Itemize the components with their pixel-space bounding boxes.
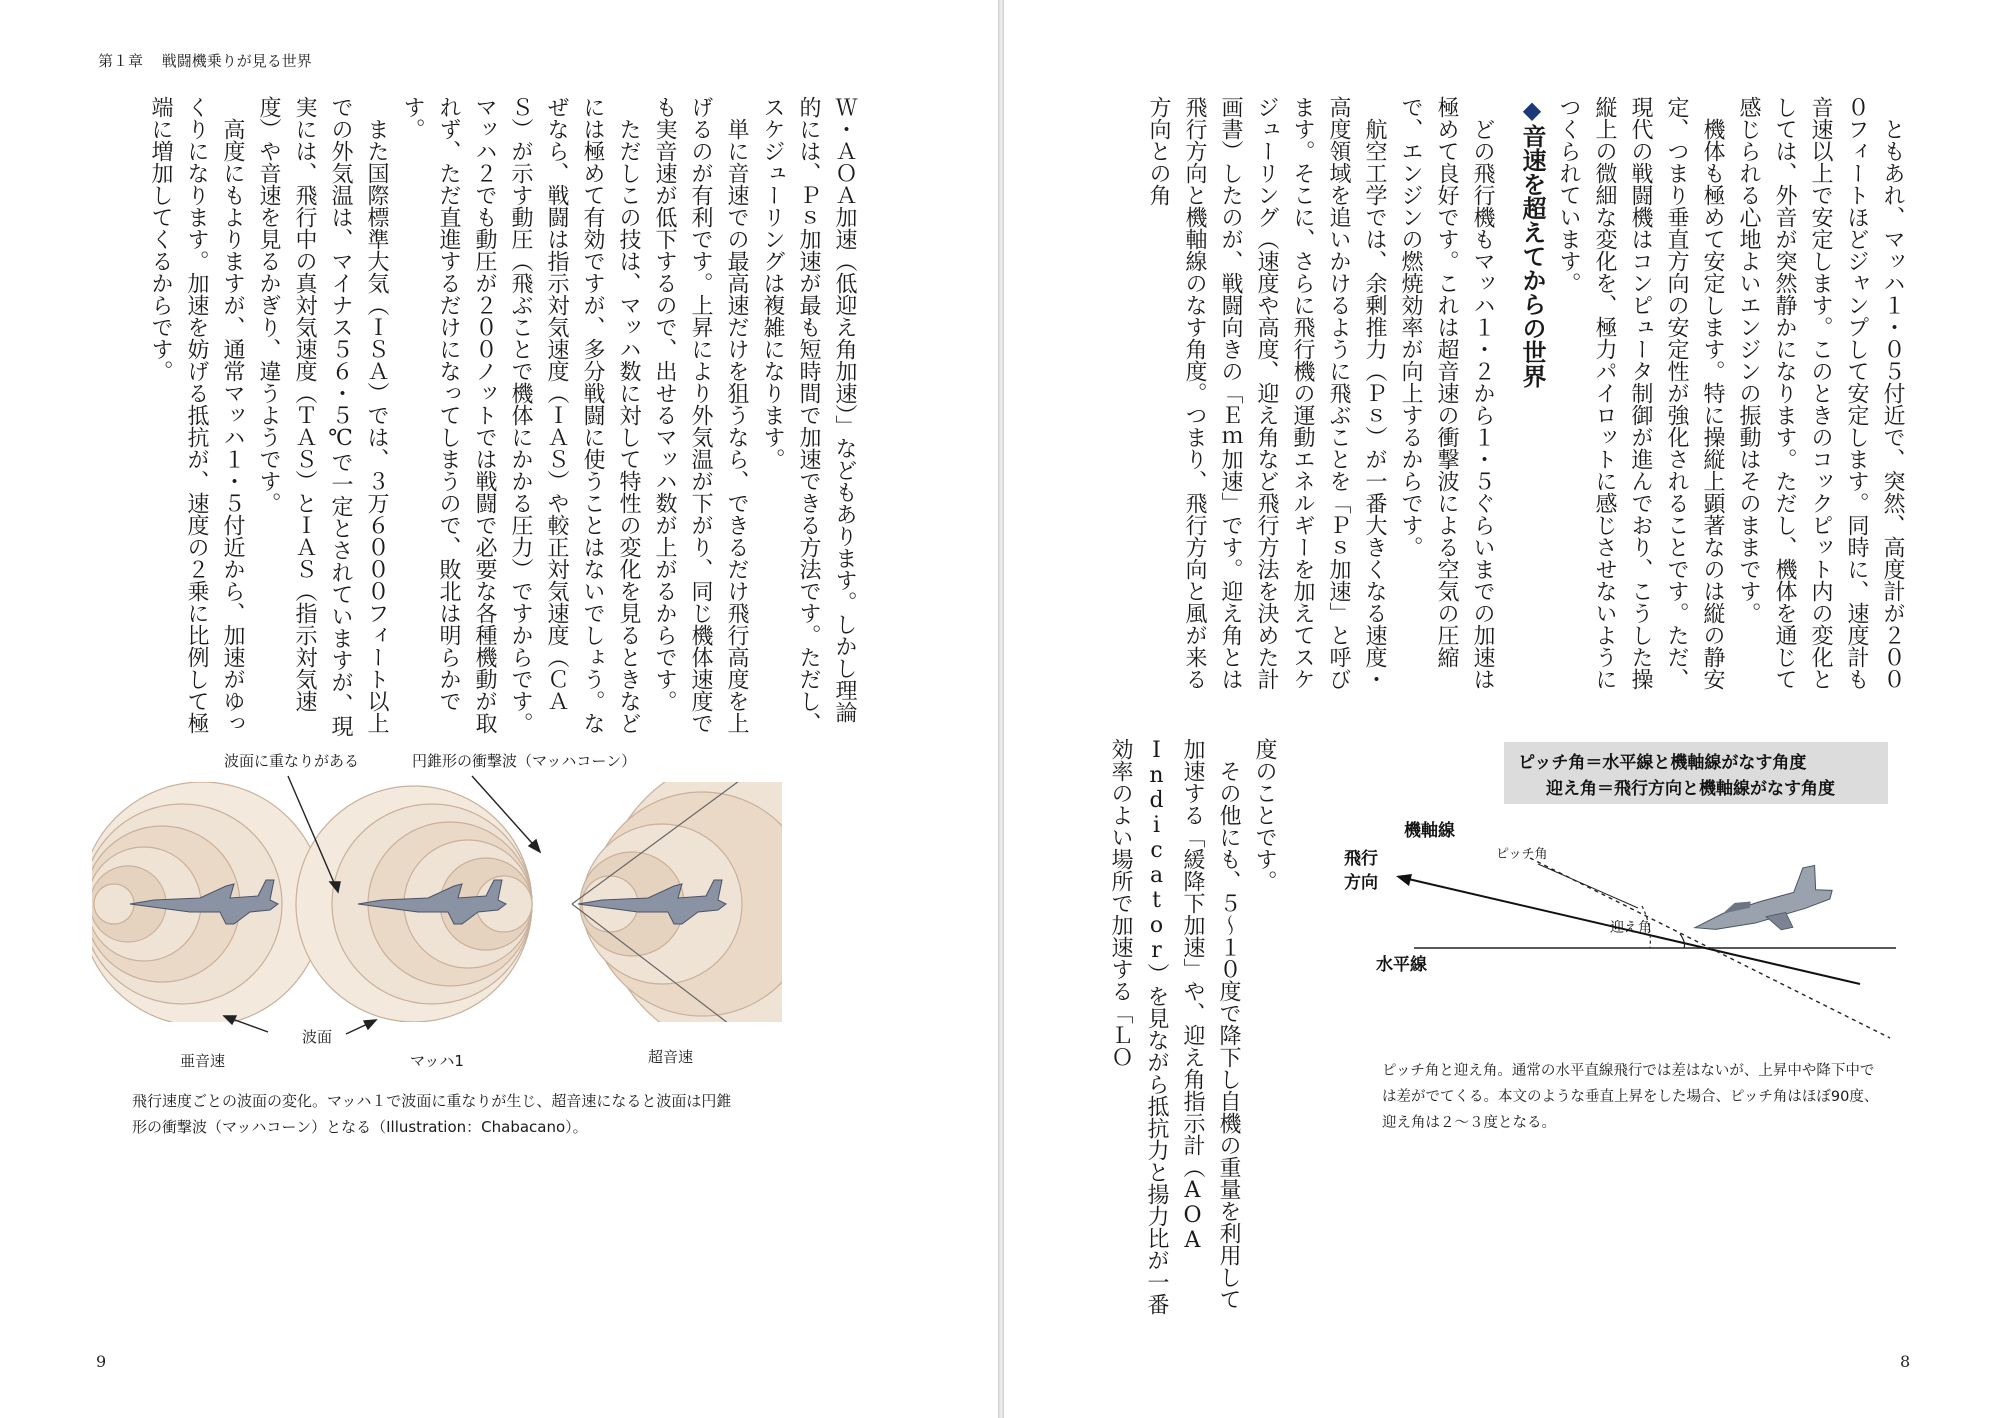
aoa-arc [1680, 934, 1685, 948]
label-flight-direction-2: 方向 [1344, 873, 1378, 893]
label-horizon: 水平線 [1376, 955, 1427, 975]
label-wavefront: 波面 [302, 1028, 333, 1046]
body-paragraph: 機体も極めて安定します。特に操縦上顕著なのは縦の静安定、つまり垂直方向の安定性が強化されることです。ただ、現代の戦闘機はコンピュータ制御が進んでおり、こうした操縦上の微細な変化を、極力パイロットに感じさせないようにつくられています。 [1556, 96, 1725, 690]
label-mach-cone: 円錐形の衝撃波（マッハコーン） [412, 752, 637, 770]
label-subsonic: 亜音速 [180, 1052, 226, 1070]
pitch-figure-caption: ピッチ角と迎え角。通常の水平直線飛行では差はないが、上昇中や降下中では差がでてくる。本文のような垂直上昇をした場合、ピッチ角はほぼ90度、迎え角は２～３度となる。 [1382, 1063, 1879, 1131]
label-axis-line: 機軸線 [1404, 821, 1455, 841]
label-pitch-angle: ピッチ角 [1496, 847, 1548, 862]
mach-figure-caption: 飛行速度ごとの波面の変化。マッハ１で波面に重なりが生じ、超音速になると波面は円錐形の衝撃波（マッハコーン）となる（Illustration：Chabacano）。 [132, 1092, 732, 1136]
jet-side-view [1687, 863, 1838, 947]
body-paragraph: ただしこの技は、マッハ数に対して特性の変化を見るときなどには極めて有効ですが、多分戦闘に使うことはないでしょう。なぜなら、戦闘は指示対気速度（ＩＡＳ）や較正対気速度（ＣＡＳ）が示す動圧（飛ぶことで機体にかかる圧力）ですからです。マッハ２でも動圧が２００ノットでは戦闘で必要な各種機動が取れず、ただ直進するだけになってしまうので、敗北は明らかです。 [400, 96, 641, 734]
pitch-aoa-figure [1320, 738, 1900, 1058]
label-supersonic: 超音速 [648, 1048, 694, 1066]
flight-direction-arrowhead [1396, 874, 1412, 886]
label-flight-direction-1: 飛行 [1344, 849, 1378, 869]
body-paragraph: 単に音速での最高速だけを狙うなら、できるだけ飛行高度を上げるのが有利です。上昇により外気温が下がり、同じ機体速度でも実音速が低下するので、出せるマッハ数が上がるからです。 [652, 96, 749, 734]
body-paragraph: 高度にもよりますが、通常マッハ１・５付近から、加速がゆっくりになります。加速を妨げる抵抗が、速度の２乗に比例して極端に増加してくるからです。 [148, 96, 245, 734]
right-lower-text [1108, 738, 1282, 1328]
pitch-label-leader [1538, 864, 1638, 908]
body-paragraph: 航空工学では、余剰推力（Ｐｓ）が一番大きくなる速度・高度領域を追いかけるように飛ぶことを「Ｐｓ加速」と呼びます。そこに、さらに飛行機の運動エネルギーを加えてスケジューリング（速度や高度、迎え角など飛行方法を決めた計画書）したのが、戦闘向きの「Ｅｍ加速」です。迎え角とは飛行方向と機軸線のなす角度。つまり、飛行方向と風が来る方向との角 [1146, 96, 1387, 690]
chapter-title: 戦闘機乗りが見る世界 [161, 52, 312, 70]
label-mach1: マッハ1 [410, 1052, 464, 1070]
section-heading [1514, 96, 1550, 692]
label-aoa: 迎え角 [1610, 920, 1652, 936]
body-paragraph: どの飛行機もマッハ１・２から１・５ぐらいまでの加速は極めて良好です。これは超音速の衝撃波による空気の圧縮で、エンジンの燃焼効率が向上するからです。 [1398, 96, 1495, 690]
body-paragraph: ともあれ、マッハ１・０５付近で、突然、高度計が２０００フィートほどジャンプして安定します。同時に、速度計も音速以上で安定します。このときのコックピット内の変化としては、外音が突然静かになります。ただし、機体を通じて感じられる心地よいエンジンの振動はそのままです。 [1736, 96, 1905, 690]
mach-cone-figure [92, 742, 812, 1072]
label-overlap: 波面に重なりがある [224, 752, 360, 770]
section-heading-text: 音速を超えてからの世界 [1518, 124, 1546, 388]
right-body-text [1100, 96, 1910, 692]
chapter-number: 第１章 [98, 52, 144, 70]
definition-aoa: 迎え角＝飛行方向と機軸線がなす角度 [1546, 779, 1835, 799]
left-body-text [96, 96, 862, 744]
body-paragraph: 度のことです。 [1252, 738, 1277, 892]
body-paragraph: その他にも、５～１０度で降下し自機の重量を利用して加速する「緩降下加速」や、迎え角指示計（AOA Indicator）を見ながら抵抗力と揚力比が一番効率のよい場所で加速する「ＬＯ [1108, 738, 1241, 1315]
left-page [0, 0, 998, 1418]
page-number-right: 8 [1900, 1352, 1911, 1371]
diamond-bullet-icon: ◆ [1518, 96, 1546, 124]
definition-pitch: ピッチ角＝水平線と機軸線がなす角度 [1518, 753, 1807, 773]
right-page [1004, 0, 2000, 1418]
page-number-left: 9 [96, 1352, 107, 1371]
running-header [98, 50, 312, 71]
body-paragraph: Ｗ・ＡＯＡ加速（低迎え角加速）」などもあります。しかし理論的には、Ｐｓ加速が最も短時間で加速できる方法です。ただし、スケジューリングは複雑になります。 [760, 96, 857, 734]
body-paragraph: また国際標準大気（ＩＳＡ）では、３万６０００フィート以上での外気温は、マイナス５６・５℃で一定とされていますが、現実には、飛行中の真対気速度（ＴＡＳ）とＩＡＳ（指示対気速度）や音速を見るかぎり、違うようです。 [256, 96, 389, 737]
